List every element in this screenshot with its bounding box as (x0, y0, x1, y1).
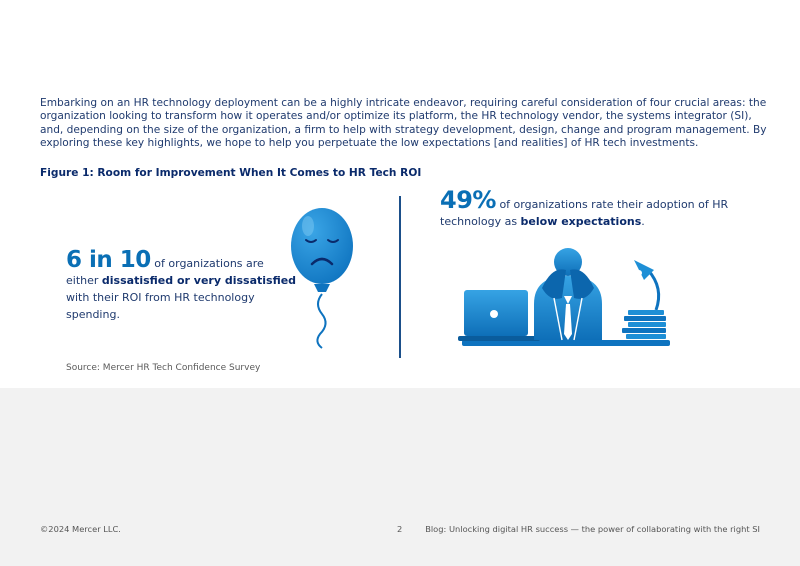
figure-title: Figure 1: Room for Improvement When It Comes to HR Tech ROI (40, 167, 422, 179)
footer-band (0, 388, 800, 566)
footer-page-number: 2 (397, 524, 403, 534)
figure-source: Source: Mercer HR Tech Confidence Survey (66, 363, 261, 373)
right-stat-number: 49% (440, 186, 496, 214)
left-stat-number: 6 in 10 (66, 247, 151, 273)
right-stat-text-a: of organizations rate their adoption of HR technology as (440, 198, 729, 228)
left-statistic (66, 247, 298, 323)
intro-paragraph: Embarking on an HR technology deployment can be a highly intricate endeavor, requiring careful consideration of four crucial areas: the organization looking to transform how it operates and/or optimize its platform, the HR technology vendor, the systems integrator (SI), and, depending on the size of the organization, a firm to help with strategy development, design, change and program management. By exploring these key highlights, we hope to help you perpetuate the low expectations [and realities] of HR tech investments. (40, 97, 767, 150)
left-stat-bold: dissatisfied or very dissatisfied (101, 274, 297, 287)
right-stat-bold: below expectations (520, 215, 642, 228)
left-stat-text-a: of organizations are either (66, 257, 264, 287)
right-statistic (440, 186, 740, 230)
figure-divider (399, 196, 401, 358)
left-stat-text-b: with their ROI from HR technology spending. (66, 291, 255, 321)
footer-copyright: ©2024 Mercer LLC. (40, 524, 121, 534)
footer-title: Blog: Unlocking digital HR success — the power of collaborating with the right SI (425, 524, 760, 534)
frustrated-person-at-desk-icon (458, 248, 674, 350)
right-stat-text-b: . (641, 215, 645, 228)
